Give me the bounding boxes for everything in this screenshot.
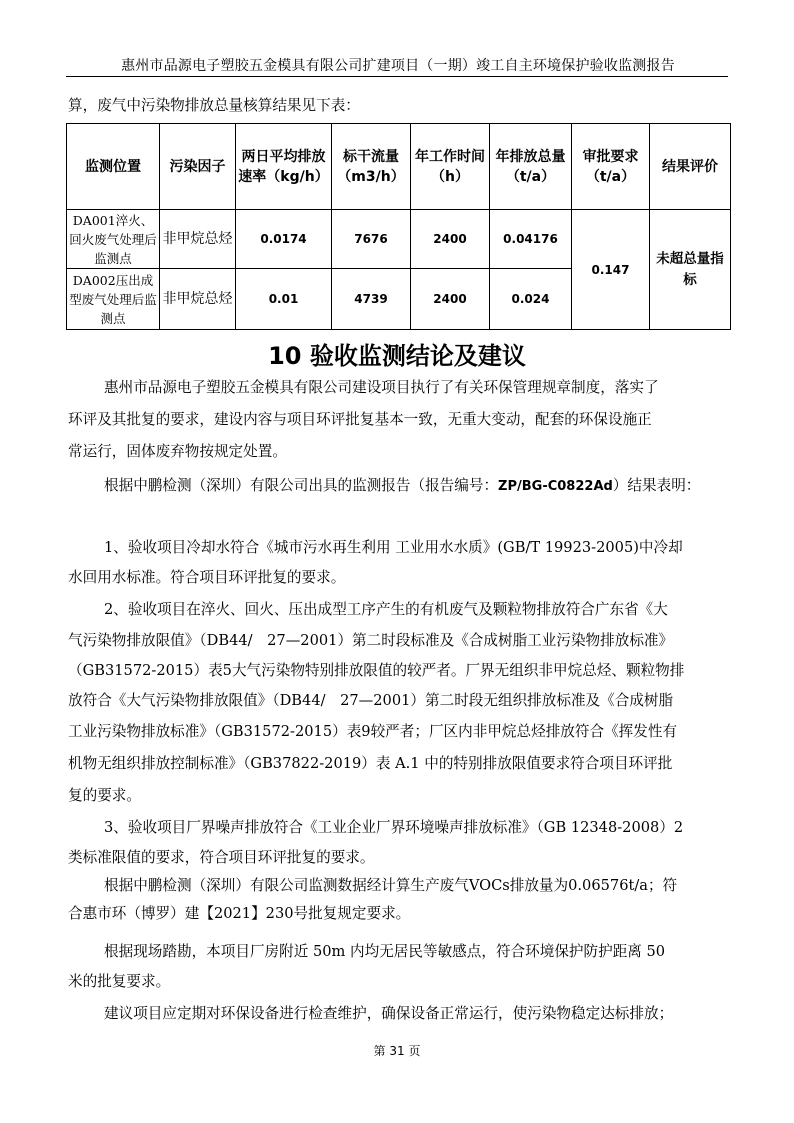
- th-hours: 年工作时间（h）: [411, 124, 490, 210]
- table-row: [67, 210, 731, 269]
- finding-1-line: 1、验收项目冷却水符合《城市污水再生利用 工业用水水质》(GB/T 19923-2005)中冷却: [104, 539, 683, 556]
- finding-2-line: 复的要求。: [68, 787, 141, 804]
- cell-hours: 2400: [411, 269, 490, 330]
- th-approval: 审批要求（t/a）: [572, 124, 650, 210]
- th-total: 年排放总量（t/a）: [490, 124, 572, 210]
- emission-total-table: [66, 123, 731, 330]
- report-ref-text: 根据中鹏检测（深圳）有限公司出具的监测报告（报告编号：: [104, 477, 499, 494]
- finding-2-line: 机物无组织排放控制标准》（GB37822-2019）表 A.1 中的特别排放限值要求符合项目环评批: [68, 755, 673, 772]
- cell-location: DA001淬火、回火废气处理后监测点: [67, 210, 160, 269]
- finding-2-line: 放符合《大气污染物排放限值》（DB44/ 27—2001）第二时段无组织排放标准及《合成树脂: [68, 692, 674, 709]
- site-paragraph-line: 根据现场踏勘，本项目厂房附近 50m 内均无居民等敏感点，符合环境保护防护距离 50: [104, 943, 666, 960]
- th-flow: 标干流量（m3/h）: [332, 124, 411, 210]
- cell-flow: 4739: [332, 269, 411, 330]
- cell-total: 0.04176: [490, 210, 572, 269]
- conclusion-paragraph-line: 环评及其批复的要求，建设内容与项目环评批复基本一致，无重大变动，配套的环保设施正: [68, 411, 652, 428]
- running-header: 惠州市品源电子塑胶五金模具有限公司扩建项目（一期）竣工自主环境保护验收监测报告: [121, 58, 675, 74]
- page-number: 第 31 页: [373, 1044, 421, 1058]
- cell-location: DA002压出成型废气处理后监测点: [67, 269, 160, 330]
- finding-2-line: 气污染物排放限值》（DB44/ 27—2001）第二时段标准及《合成树脂工业污染物排放标准》: [68, 632, 674, 649]
- finding-3-line: 3、验收项目厂界噪声排放符合《工业企业厂界环境噪声排放标准》（GB 12348-2008）2: [104, 819, 684, 836]
- th-evaluation: 结果评价: [650, 124, 731, 210]
- cell-hours: 2400: [411, 210, 490, 269]
- table-header-row: [67, 124, 731, 210]
- conclusion-paragraph-line: 惠州市品源电子塑胶五金模具有限公司建设项目执行了有关环保管理规章制度，落实了: [104, 379, 659, 396]
- cell-pollutant: 非甲烷总烃: [160, 210, 236, 269]
- finding-1-line: 水回用水标准。符合项目环评批复的要求。: [68, 569, 346, 586]
- report-ref-tail: ）结果表明：: [612, 477, 701, 494]
- cell-rate: 0.01: [236, 269, 332, 330]
- th-rate: 两日平均排放速率（kg/h）: [236, 124, 332, 210]
- site-paragraph-line: 米的批复要求。: [68, 973, 171, 990]
- finding-2-line: 2、验收项目在淬火、回火、压出成型工序产生的有机废气及颗粒物排放符合广东省《大: [104, 601, 668, 618]
- cell-approval: 0.147: [572, 210, 650, 330]
- voc-paragraph-line: 合惠市环（博罗）建【2021】230号批复规定要求。: [68, 905, 411, 922]
- header-divider: [66, 76, 728, 77]
- recommendation-line: 建议项目应定期对环保设备进行检查维护，确保设备正常运行，使污染物稳定达标排放；: [104, 1005, 674, 1022]
- section-title: 10 验收监测结论及建议: [268, 342, 526, 370]
- cell-total: 0.024: [490, 269, 572, 330]
- cell-flow: 7676: [332, 210, 411, 269]
- report-code: ZP/BG-C0822Ad: [498, 479, 613, 494]
- finding-2-line: （GB31572-2015）表5大气污染物特别排放限值的较严者。厂界无组织非甲烷总烃、颗粒物排: [68, 662, 685, 679]
- finding-3-line: 类标准限值的要求，符合项目环评批复的要求。: [68, 849, 375, 866]
- intro-line: 算，废气中污染物排放总量核算结果见下表：: [68, 97, 360, 114]
- cell-evaluation: 未超总量指标: [650, 210, 731, 330]
- th-location: 监测位置: [67, 124, 160, 210]
- cell-pollutant: 非甲烷总烃: [160, 269, 236, 330]
- voc-paragraph-line: 根据中鹏检测（深圳）有限公司监测数据经计算生产废气VOCs排放量为0.06576t/a；符: [104, 877, 678, 894]
- report-reference-line: [104, 476, 766, 497]
- cell-rate: 0.0174: [236, 210, 332, 269]
- finding-2-line: 工业污染物排放标准》（GB31572-2015）表9较严者；厂区内非甲烷总烃排放符合《挥发性有: [68, 723, 678, 740]
- th-pollutant: 污染因子: [160, 124, 236, 210]
- conclusion-paragraph-line: 常运行，固体废弃物按规定处置。: [68, 443, 287, 460]
